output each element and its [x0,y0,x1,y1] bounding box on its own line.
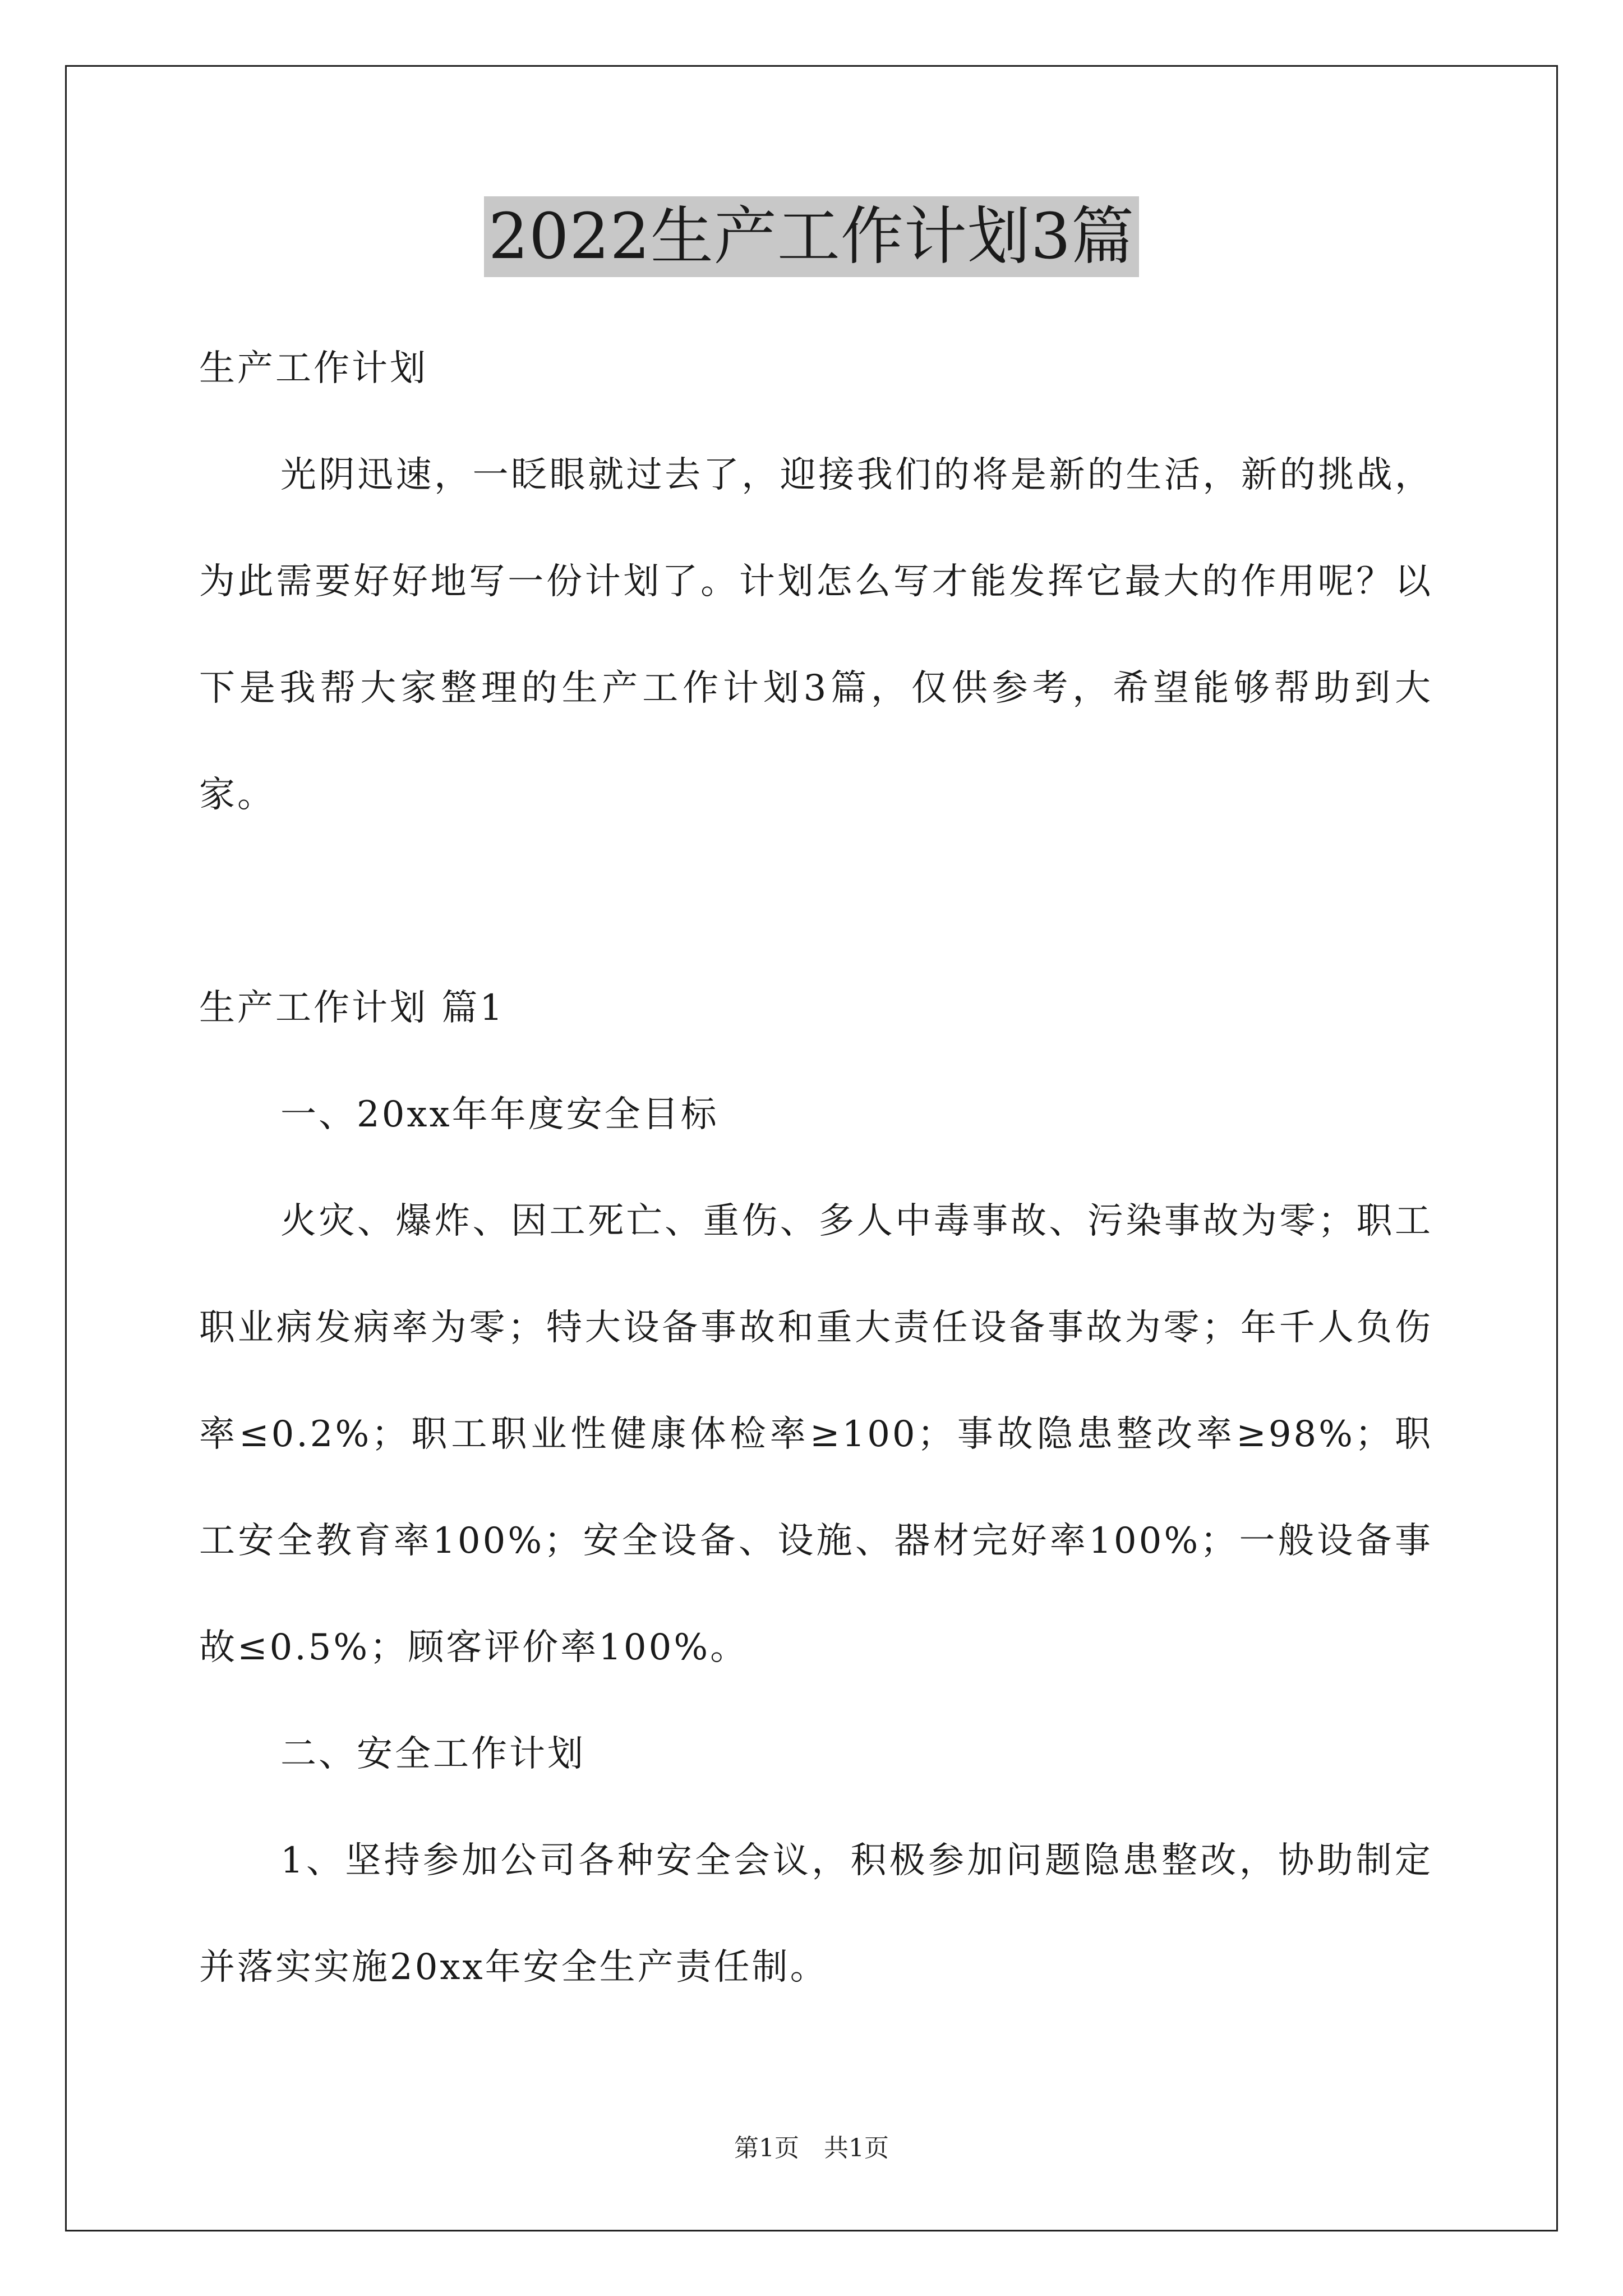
page-number-current: 第1页 [734,2134,799,2162]
intro-paragraph: 光阴迅速，一眨眼就过去了，迎接我们的将是新的生活，新的挑战，为此需要好好地写一份计划了。计划怎么写才能发挥它最大的作用呢？以下是我帮大家整理的生产工作计划3篇，仅供参考，希望能够帮助到大家。 [199,454,1433,816]
document-title: 2022生产工作计划3篇 [484,196,1139,277]
document-body [199,315,1433,2021]
section-heading: 生产工作计划 篇1 [199,987,505,1029]
item2-heading: 二、安全工作计划 [280,1733,585,1775]
page-number-total: 共1页 [824,2134,889,2162]
title-container [0,196,1623,277]
item1-heading: 一、20xx年年度安全目标 [280,1094,719,1135]
page-footer [0,2132,1623,2165]
section-spacer [199,848,1433,955]
intro-heading: 生产工作计划 [199,348,428,389]
item1-paragraph: 火灾、爆炸、因工死亡、重伤、多人中毒事故、污染事故为零；职工职业病发病率为零；特大设备事故和重大责任设备事故为零；年千人负伤率≤0.2%；职工职业性健康体检率≥100；事故隐患整改率≥98%；职工安全教育率100%；安全设备、设施、器材完好率100%；一般设备事故≤0.5%；顾客评价率100%。 [199,1200,1433,1668]
item2-paragraph: 1、坚持参加公司各种安全会议，积极参加问题隐患整改，协助制定并落实实施20xx年安全生产责任制。 [199,1840,1433,1988]
